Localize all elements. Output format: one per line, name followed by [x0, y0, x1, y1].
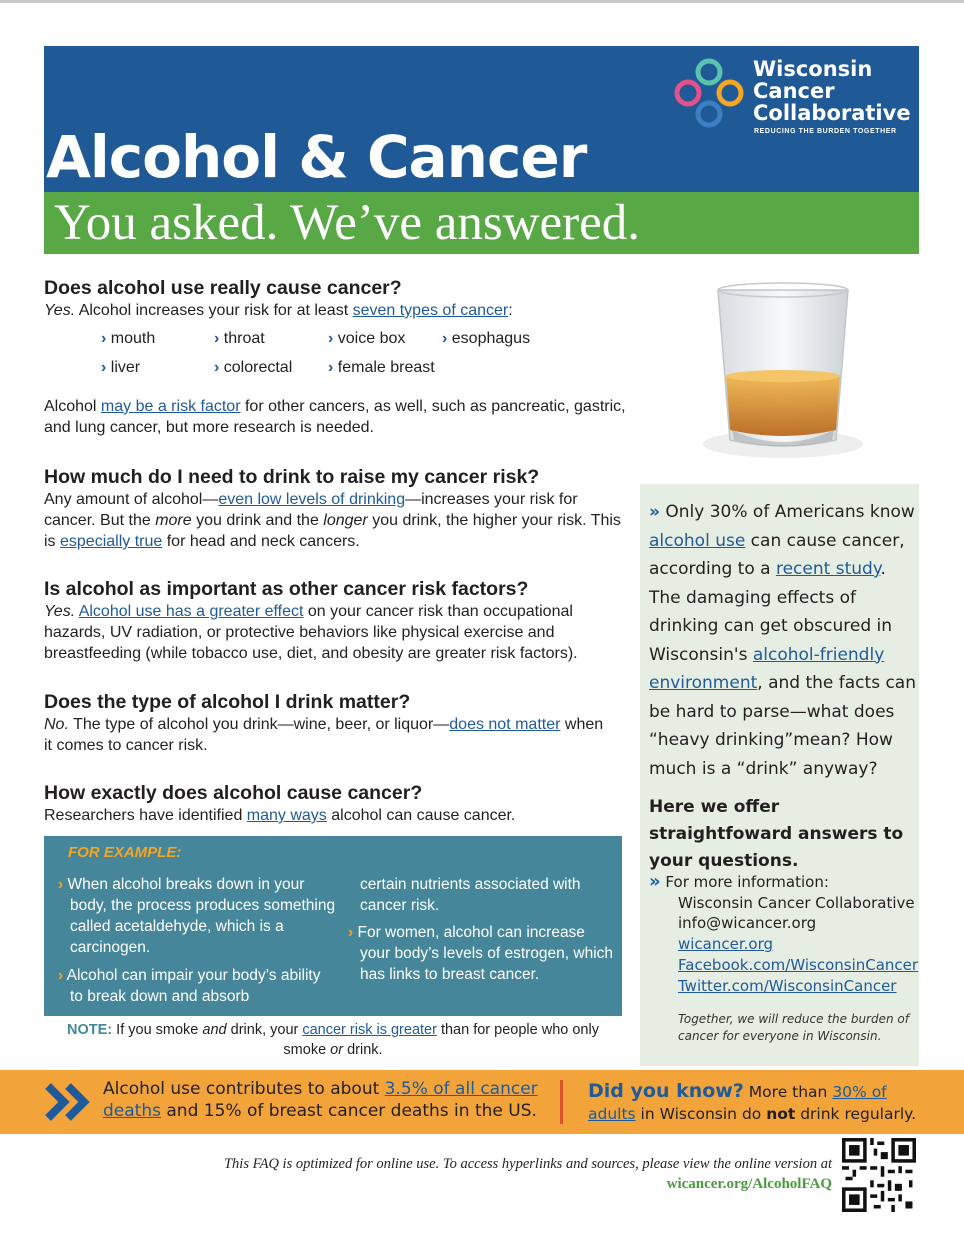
text-emphasis: more [155, 512, 192, 529]
example-item-2 [56, 965, 336, 1007]
text: in Wisconsin do [635, 1105, 767, 1123]
example-label: FOR EXAMPLE: [68, 844, 182, 861]
link-seven-types-of-cancer[interactable]: seven types of cancer [352, 302, 509, 319]
example-item-3 [346, 922, 618, 985]
sidebar-intro [649, 498, 919, 783]
question-heading-1: Does alcohol use really cause cancer? [44, 277, 402, 299]
link-cancer-risk-is-greater[interactable]: cancer risk is greater [302, 1022, 437, 1038]
cancer-item-mouth [101, 328, 155, 349]
org-name: Wisconsin Cancer Collaborative [678, 893, 915, 912]
text: when it comes to cancer risk. [44, 716, 604, 754]
double-chevron-icon [44, 1082, 94, 1122]
answer-paragraph-2 [44, 489, 624, 552]
chevron-right-icon: › [214, 330, 220, 347]
chevron-right-icon: › [328, 359, 334, 376]
text: Only 30% of Americans know [665, 502, 915, 522]
text: drink regularly. [795, 1105, 917, 1123]
chevron-right-icon: › [442, 330, 448, 347]
text: for other cancers, as well, such as pancreatic, gastric, and lung cancer, but more research is needed. [44, 398, 626, 436]
text: Any amount of alcohol— [44, 491, 219, 508]
cancer-item-esophagus [442, 328, 530, 349]
website-link[interactable]: wicancer.org [678, 935, 774, 954]
answer-no: No. [44, 716, 69, 733]
did-you-know-label: Did you know? [588, 1080, 744, 1102]
link-many-ways[interactable]: many ways [246, 807, 327, 824]
brand-tagline: REDUCING THE BURDEN TOGETHER [754, 128, 897, 135]
text: Alcohol use contributes to about [103, 1079, 385, 1099]
whiskey-glass-image [640, 254, 919, 484]
example-item-1 [56, 874, 336, 958]
question-heading-2: How much do I need to drink to raise my cancer risk? [44, 466, 540, 488]
link-may-be-a-risk-factor[interactable]: may be a risk factor [100, 398, 241, 415]
cancer-label: colorectal [223, 359, 293, 376]
answer-paragraph-1 [44, 300, 634, 321]
text: you drink and the [191, 512, 324, 529]
text: drink. [343, 1042, 383, 1058]
cancer-item-colorectal [214, 357, 292, 378]
text: More than [743, 1083, 833, 1101]
cancer-label: throat [223, 330, 265, 347]
answer-paragraph-4 [44, 714, 614, 756]
answer-paragraph-5 [44, 805, 634, 826]
example-text: For women, alcohol can increase your body’s levels of estrogen, which has links to breast cancer. [357, 924, 614, 983]
together-statement: Together, we will reduce the burden of cancer for everyone in Wisconsin. [678, 1012, 909, 1043]
smoking-note [44, 1020, 622, 1060]
cancer-label: voice box [337, 330, 406, 347]
cancer-label: liver [110, 359, 141, 376]
text: for head and neck cancers. [162, 533, 360, 550]
text: —increases your risk for cancer. But the [44, 491, 578, 529]
chevron-right-icon: › [348, 924, 354, 941]
text: drink, your [226, 1022, 303, 1038]
text: If you smoke [112, 1022, 203, 1038]
text: Researchers have identified [44, 807, 247, 824]
link-cancer-deaths[interactable]: 3.5% of all cancer deaths [103, 1079, 538, 1121]
chevron-right-icon: › [58, 876, 64, 893]
footer-url-link[interactable]: wicancer.org/AlcoholFAQ [666, 1176, 832, 1192]
qr-code-icon[interactable] [842, 1138, 916, 1212]
text-emphasis: longer [323, 512, 368, 529]
chevron-right-icon: › [101, 359, 107, 376]
chevron-right-icon: › [58, 967, 64, 984]
text: on your cancer risk than occupational hazards, UV radiation, or protective behaviors like physical exercise and breastfeeding (while tobacco use, diet, and obesity are greater risk factors). [44, 603, 578, 662]
contact-list [649, 893, 929, 997]
example-item-2-continued: certain nutrients associated with cancer risk. [360, 876, 581, 914]
link-greater-effect[interactable]: Alcohol use has a greater effect [78, 603, 304, 620]
banner-stat [103, 1078, 553, 1122]
text-emphasis: or [330, 1042, 344, 1058]
cancer-label: female breast [337, 359, 435, 376]
answer-yes: Yes. [44, 603, 76, 620]
facebook-link[interactable]: Facebook.com/WisconsinCancer [678, 955, 919, 974]
chevron-right-icon: › [101, 330, 107, 347]
footer-note: This FAQ is optimized for online use. To access hyperlinks and sources, please view the online version at [223, 1156, 832, 1172]
text: and 15% of breast cancer deaths in the US. [160, 1101, 537, 1121]
did-you-know [588, 1080, 928, 1125]
note-label: NOTE: [67, 1022, 113, 1038]
link-30-percent-adults[interactable]: 30% of adults [588, 1083, 887, 1123]
text: than for people who only smoke [283, 1022, 599, 1058]
more-info-block [649, 872, 929, 996]
answer-paragraph-3 [44, 601, 629, 664]
cancer-item-female-breast [328, 357, 435, 378]
sidebar-bold-statement: Here we offer straightfoward answers to your questions. [649, 797, 904, 871]
glass-image-area [640, 254, 919, 484]
twitter-link[interactable]: Twitter.com/WisconsinCancer [678, 976, 897, 995]
cancer-item-liver [101, 357, 140, 378]
text: The type of alcohol you drink—wine, beer, or liquor— [68, 716, 450, 733]
question-heading-4: Does the type of alcohol I drink matter? [44, 691, 411, 713]
text: you drink, the higher your risk. This is [44, 512, 621, 550]
link-even-low-levels[interactable]: even low levels of drinking [218, 491, 406, 508]
brand-name-line-1: Wisconsin [753, 57, 873, 81]
link-does-not-matter[interactable]: does not matter [449, 716, 561, 733]
text: . The damaging effects of drinking can get obscured in Wisconsin's [649, 559, 893, 665]
brand-name-line-2: Cancer [753, 79, 835, 103]
top-border [0, 0, 964, 3]
link-alcohol-friendly-environment[interactable]: alcohol-friendly environment [649, 644, 885, 693]
double-chevron-icon: » [649, 871, 661, 892]
text-emphasis: and [202, 1022, 227, 1038]
cancer-label: esophagus [451, 330, 531, 347]
cancer-item-throat [214, 328, 265, 349]
example-box [44, 836, 622, 1016]
chevron-right-icon: › [328, 330, 334, 347]
answer-paragraph-1b [44, 396, 629, 438]
question-heading-3: Is alcohol as important as other cancer risk factors? [44, 578, 529, 600]
double-chevron-icon: » [649, 502, 660, 522]
brand-name [753, 58, 911, 124]
email-text: info@wicancer.org [678, 914, 817, 933]
link-recent-study[interactable]: recent study [775, 559, 881, 579]
text: can cause cancer, according to a [649, 530, 905, 579]
text: alcohol can cause cancer. [326, 807, 516, 824]
banner-divider [560, 1080, 563, 1124]
text-emphasis: not [766, 1105, 796, 1123]
example-text: Alcohol can impair your body’s ability to break down and absorb [66, 967, 321, 1005]
answer-text-end: : [508, 302, 513, 319]
cancer-label: mouth [110, 330, 156, 347]
more-info-line [649, 872, 929, 893]
page-subtitle: You asked. We’ve answered. [54, 195, 641, 251]
cancer-item-voice-box [328, 328, 405, 349]
knot-logo-icon [668, 52, 750, 134]
brand-name-line-3: Collaborative [753, 101, 911, 125]
more-info-label: For more information: [665, 873, 829, 891]
link-alcohol-use[interactable]: alcohol use [649, 530, 746, 551]
link-especially-true[interactable]: especially true [60, 533, 163, 550]
question-heading-5: How exactly does alcohol cause cancer? [44, 782, 423, 804]
answer-yes: Yes. [44, 302, 76, 319]
brand-logo [668, 50, 918, 140]
text: , and the facts can be hard to parse—what does “heavy drinking”mean? How much is a “drink” anyway? [649, 673, 916, 779]
chevron-right-icon: › [214, 359, 220, 376]
page-title: Alcohol & Cancer [46, 123, 587, 191]
answer-text: Alcohol increases your risk for at least [75, 302, 353, 319]
example-text: When alcohol breaks down in your body, the process produces something called acetaldehyde, which is a carcinogen. [67, 876, 336, 956]
text: Alcohol [44, 398, 101, 415]
